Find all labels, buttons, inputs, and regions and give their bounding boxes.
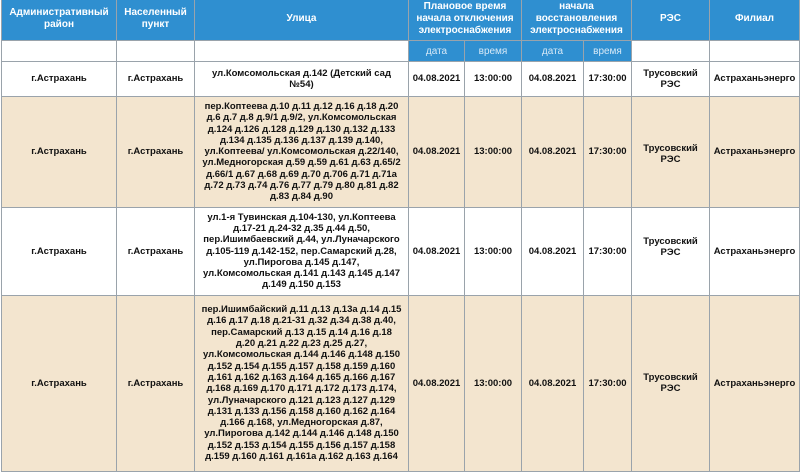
subheader-blank [117,41,195,62]
col-header-district: Административный район [2,0,117,41]
cell-res: Трусовский РЭС [632,62,710,97]
subheader-start-time: время [465,41,522,62]
header-row [2,0,800,41]
table-row [2,97,800,208]
subheader-end-time: время [584,41,632,62]
cell-end-date: 04.08.2021 [522,62,584,97]
cell-end-time: 17:30:00 [584,295,632,471]
cell-district: г.Астрахань [2,62,117,97]
subheader-blank [710,41,800,62]
cell-branch: Астраханьэнерго [710,207,800,295]
cell-branch: Астраханьэнерго [710,62,800,97]
table-row [2,62,800,97]
subheader-blank [2,41,117,62]
cell-address: ул.1-я Тувинская д.104-130, ул.Коптеева д.17-21 д.24-32 д.35 д.44 д.50, пер.Ишимбаевский д.44, ул.Луначарского д.105-119 д.142-152, пер.Самарский д.28, ул.Пирогова д.145 д.147, ул.Комсомольская д.141 д.143 д.145 д.147 д.149 д.150 д.153 [195,207,409,295]
col-header-branch: Филиал [710,0,800,41]
subheader-blank [632,41,710,62]
col-header-street: Улица [195,0,409,41]
subheader-row [2,41,800,62]
cell-locality: г.Астрахань [117,295,195,471]
cell-res: Трусовский РЭС [632,207,710,295]
cell-address: ул.Комсомольская д.142 (Детский сад №54) [195,62,409,97]
table-row [2,207,800,295]
cell-locality: г.Астрахань [117,207,195,295]
subheader-end-date: дата [522,41,584,62]
cell-end-time: 17:30:00 [584,62,632,97]
cell-start-time: 13:00:00 [465,207,522,295]
cell-res: Трусовский РЭС [632,295,710,471]
cell-res: Трусовский РЭС [632,97,710,208]
cell-start-time: 13:00:00 [465,62,522,97]
cell-address: пер.Ишимбайский д.11 д.13 д.13а д.14 д.15 д.16 д.17 д.18 д.21-31 д.32 д.34 д.38 д.40, пер.Самарский д.13 д.15 д.14 д.16 д.18 д.20 д.21 д.22 д.23 д.25 д.27, ул.Комсомольская д.144 д.146 д.148 д.150 д.152 д.154 д.155 д.157 д.158 д.159 д.160 д.161 д.162 д.163 д.164 д.165 д.166 д.167 д.168 д.169 д.170 д.171 д.172 д.173 д.174, ул.Луначарского д.121 д.123 д.127 д.129 д.131 д.133 д.156 д.158 д.160 д.162 д.164 д.166 д.168, ул.Медногорская д.87, ул.Пирогова д.142 д.144 д.146 д.148 д.150 д.152 д.153 д.154 д.155 д.156 д.157 д.158 д.159 д.160 д.161 д.161а д.162 д.163 д.164 [195,295,409,471]
col-header-locality: Населенный пункт [117,0,195,41]
cell-district: г.Астрахань [2,97,117,208]
cell-end-time: 17:30:00 [584,207,632,295]
cell-district: г.Астрахань [2,295,117,471]
cell-start-date: 04.08.2021 [409,295,465,471]
cell-start-date: 04.08.2021 [409,62,465,97]
cell-start-time: 13:00:00 [465,295,522,471]
subheader-start-date: дата [409,41,465,62]
cell-end-date: 04.08.2021 [522,207,584,295]
cell-end-date: 04.08.2021 [522,295,584,471]
cell-start-date: 04.08.2021 [409,97,465,208]
cell-start-time: 13:00:00 [465,97,522,208]
cell-district: г.Астрахань [2,207,117,295]
outage-table [1,0,800,472]
cell-end-time: 17:30:00 [584,97,632,208]
cell-branch: Астраханьэнерго [710,97,800,208]
col-header-start: Плановое время начала отключения электроснабжения [409,0,522,41]
subheader-blank [195,41,409,62]
cell-end-date: 04.08.2021 [522,97,584,208]
cell-address: пер.Коптеева д.10 д.11 д.12 д.16 д.18 д.20 д.6 д.7 д.8 д.9/1 д.9/2, ул.Комсомольская д.124 д.126 д.128 д.129 д.130 д.132 д.133 д.134 д.135 д.136 д.137 д.139 д.140, ул.Коптеева/ ул.Комсомольская д.22/140, ул.Медногорская д.59 д.59 д.61 д.63 д.65/2 д.66/1 д.67 д.68 д.69 д.70 д.706 д.71 д.71а д.72 д.73 д.74 д.76 д.77 д.79 д.80 д.81 д.82 д.83 д.84 д.90 [195,97,409,208]
cell-locality: г.Астрахань [117,62,195,97]
col-header-res: РЭС [632,0,710,41]
table-row [2,295,800,471]
cell-locality: г.Астрахань [117,97,195,208]
cell-start-date: 04.08.2021 [409,207,465,295]
cell-branch: Астраханьэнерго [710,295,800,471]
col-header-end: начала восстановления электроснабжения [522,0,632,41]
